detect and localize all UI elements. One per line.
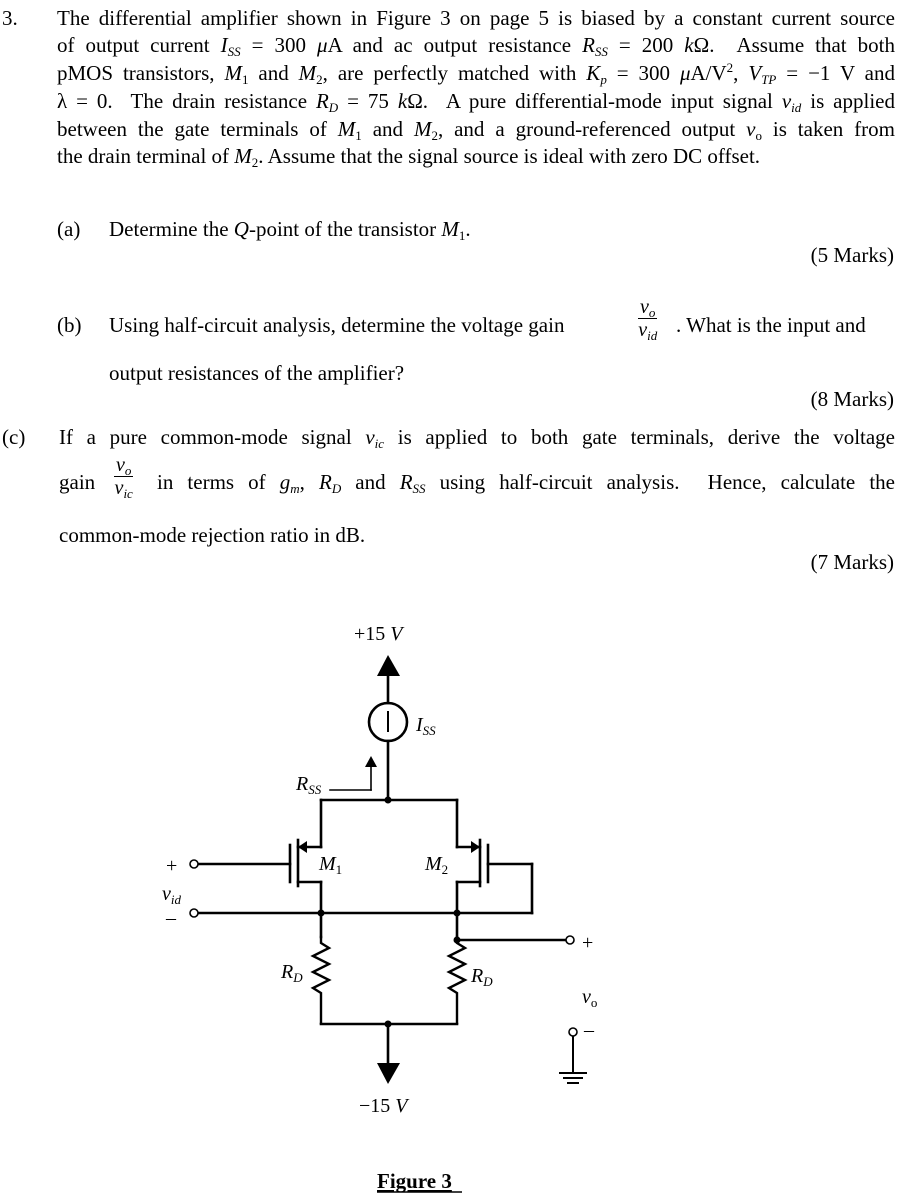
part-c-gain-fraction: $v_o$ $v_{ic}$ bbox=[114, 454, 133, 501]
m1-source-arrow bbox=[298, 841, 307, 853]
vminus-label: −15 V bbox=[359, 1095, 408, 1117]
vo-minus-label: – bbox=[584, 1019, 594, 1041]
vid-minus-terminal bbox=[190, 909, 198, 917]
vo-plus-terminal bbox=[566, 936, 574, 944]
rd-left-label: $R_D$ bbox=[281, 961, 303, 985]
part-a-marks: (5 Marks) bbox=[810, 243, 894, 267]
part-b-text-3: output resistances of the amplifier? bbox=[109, 361, 405, 385]
rss-arrow bbox=[365, 756, 377, 767]
m2-label: $M_2$ bbox=[425, 853, 449, 877]
vo-minus-terminal bbox=[569, 1028, 577, 1036]
intro-line-5: between the gate terminals of $M_1$ and $M_2$, and a ground-referenced output $v_o$ is taken from bbox=[57, 117, 896, 143]
part-c-text-2a: gain bbox=[59, 470, 96, 494]
part-c-marks: (7 Marks) bbox=[810, 550, 894, 574]
intro-line-2: of output current $I_{SS} = 300$ μA and ac output resistance $R_{SS} = 200$ kΩ. Assume that both bbox=[57, 33, 895, 59]
part-b-marks: (8 Marks) bbox=[810, 387, 894, 411]
part-a-text: Determine the Q-point of the transistor $M_1$. bbox=[109, 217, 471, 243]
part-c-text-2b: in terms of $g_m$, $R_D$ and $R_{SS}$ using half-circuit analysis. Hence, calculate the bbox=[157, 470, 895, 496]
rd-right-label: $R_D$ bbox=[471, 965, 493, 989]
question-number: 3. bbox=[2, 6, 18, 30]
rss-label: $R_{SS}$ bbox=[296, 773, 322, 797]
vo-plus-label: + bbox=[582, 932, 594, 954]
part-c-text-1: If a pure common-mode signal $v_{ic}$ is applied to both gate terminals, derive the voltage bbox=[59, 425, 896, 451]
supply-arrow-up bbox=[377, 655, 400, 676]
m1-label: $M_1$ bbox=[319, 853, 343, 877]
intro-line-3: pMOS transistors, $M_1$ and $M_2$, are perfectly matched with $K_p = 300$ $\mu A/V^2$, $V_{TP} = -1$ V and bbox=[57, 60, 896, 87]
m2-source-arrow bbox=[471, 841, 480, 853]
intro-line-4: λ = 0. The drain resistance $R_D = 75$ kΩ. A pure differential-mode input signal $v_{id}$ is applied bbox=[57, 89, 895, 115]
vid-minus-label: – bbox=[166, 907, 176, 929]
vo-label: $v_o$ bbox=[582, 986, 598, 1010]
part-c-text-3: common-mode rejection ratio in dB. bbox=[59, 523, 366, 547]
intro-line-6: the drain terminal of $M_2$. Assume that the signal source is ideal with zero DC offset. bbox=[57, 144, 761, 170]
vid-plus-terminal bbox=[190, 860, 198, 868]
part-c-label: (c) bbox=[2, 425, 26, 449]
part-b-gain-fraction: $v_o$ $v_{id}$ bbox=[638, 296, 658, 343]
part-b-label: (b) bbox=[57, 313, 82, 337]
intro-line-1: The differential amplifier shown in Figure 3 on page 5 is biased by a constant current source bbox=[57, 6, 895, 30]
part-b-text-1: Using half-circuit analysis, determine the voltage gain bbox=[109, 313, 565, 337]
vid-label: $v_{id}$ bbox=[162, 883, 182, 907]
supply-arrow-down bbox=[377, 1063, 400, 1084]
vplus-label: +15 V bbox=[354, 623, 403, 645]
iss-label: $I_{SS}$ bbox=[416, 714, 436, 738]
part-b-text-2: . What is the input and bbox=[676, 313, 866, 337]
part-a-label: (a) bbox=[57, 217, 81, 241]
figure-caption: Figure 3 bbox=[377, 1169, 452, 1193]
vid-plus-label: + bbox=[166, 855, 178, 877]
